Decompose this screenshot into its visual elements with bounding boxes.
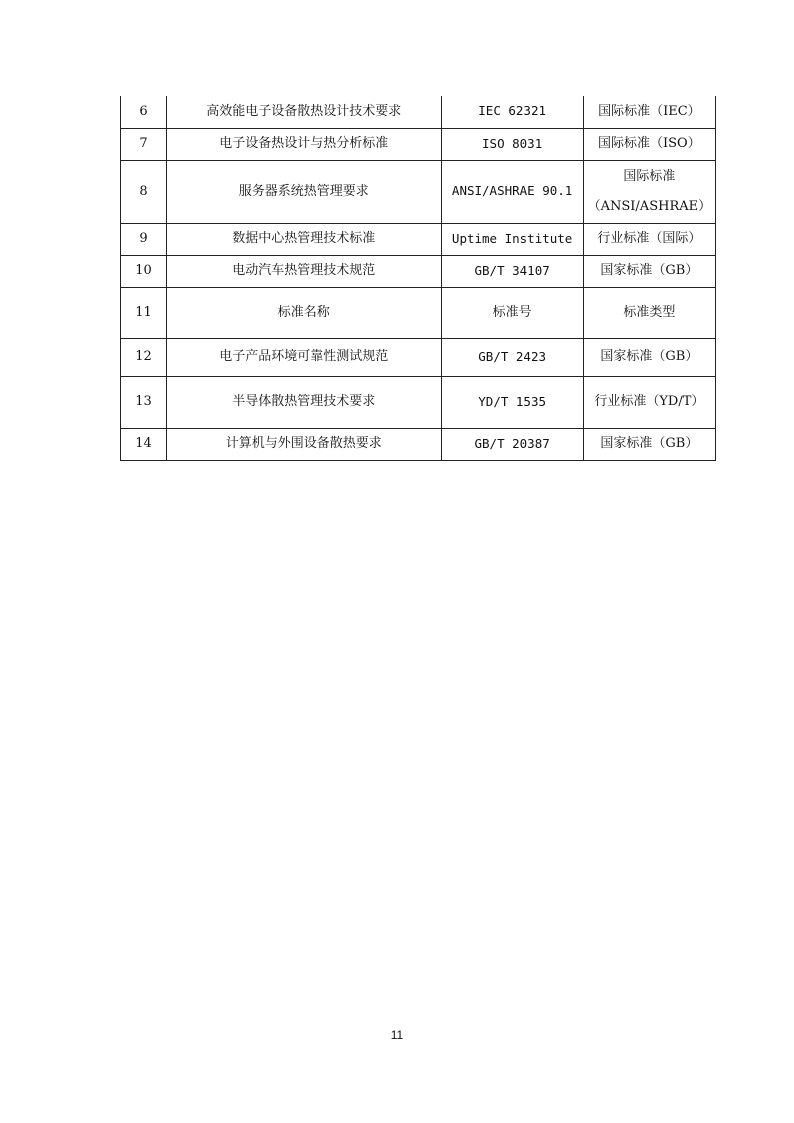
- standard-type: 国家标准（GB）: [583, 255, 715, 287]
- standard-code: GB/T 2423: [441, 338, 583, 376]
- standard-name: 电动汽车热管理技术规范: [167, 255, 441, 287]
- standard-type: 行业标准（YD/T）: [583, 376, 715, 428]
- row-number: 10: [121, 255, 167, 287]
- row-number: 14: [121, 428, 167, 460]
- standard-name: 标准名称: [167, 287, 441, 338]
- standard-code: IEC 62321: [441, 96, 583, 128]
- standard-code: ANSI/ASHRAE 90.1: [441, 160, 583, 223]
- table-row: [121, 287, 716, 338]
- row-number: 6: [121, 96, 167, 128]
- standard-code: YD/T 1535: [441, 376, 583, 428]
- standard-type-line: （ANSI/ASHRAE）: [587, 198, 712, 214]
- standard-name: 服务器系统热管理要求: [167, 160, 441, 223]
- standard-type: 国际标准（ISO）: [583, 128, 715, 160]
- table-row: [121, 128, 716, 160]
- standard-name: 电子设备热设计与热分析标准: [167, 128, 441, 160]
- standard-type: [583, 160, 715, 223]
- standards-table: [120, 96, 716, 461]
- standard-name: 数据中心热管理技术标准: [167, 223, 441, 255]
- row-number: 7: [121, 128, 167, 160]
- standard-type: 国际标准（IEC）: [583, 96, 715, 128]
- standard-type-line: 国际标准: [623, 168, 676, 184]
- table-row: [121, 160, 716, 223]
- standard-type: 国家标准（GB）: [583, 428, 715, 460]
- standard-name: 半导体散热管理技术要求: [167, 376, 441, 428]
- standard-code: ISO 8031: [441, 128, 583, 160]
- standard-code: Uptime Institute: [441, 223, 583, 255]
- page-number: 11: [390, 1028, 404, 1042]
- table-row: [121, 223, 716, 255]
- table-row: [121, 96, 716, 128]
- standard-name: 计算机与外围设备散热要求: [167, 428, 441, 460]
- table-row: [121, 428, 716, 460]
- standard-name: 电子产品环境可靠性测试规范: [167, 338, 441, 376]
- row-number: 11: [121, 287, 167, 338]
- standard-type: 行业标准（国际）: [583, 223, 715, 255]
- table-row: [121, 338, 716, 376]
- standard-name: 高效能电子设备散热设计技术要求: [167, 96, 441, 128]
- standard-code: 标准号: [441, 287, 583, 338]
- table-row: [121, 255, 716, 287]
- standard-type: 标准类型: [583, 287, 715, 338]
- row-number: 9: [121, 223, 167, 255]
- row-number: 12: [121, 338, 167, 376]
- standard-type: 国家标准（GB）: [583, 338, 715, 376]
- standard-code: GB/T 34107: [441, 255, 583, 287]
- row-number: 8: [121, 160, 167, 223]
- standard-code: GB/T 20387: [441, 428, 583, 460]
- row-number: 13: [121, 376, 167, 428]
- table-row: [121, 376, 716, 428]
